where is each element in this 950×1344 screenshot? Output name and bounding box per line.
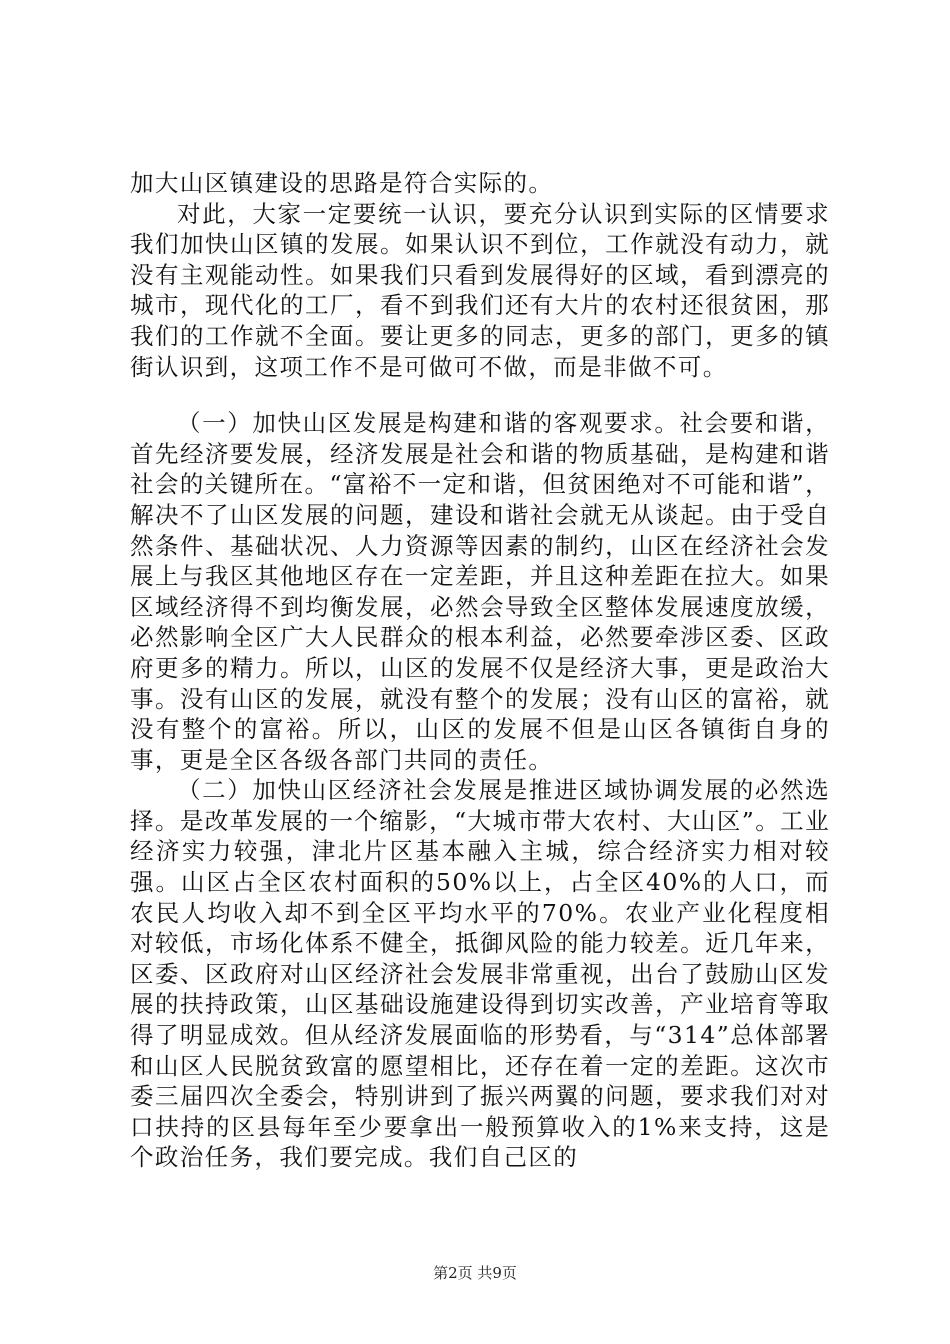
- page-number-footer: 第2页 共9页: [433, 1264, 517, 1282]
- paragraph-section-one: （一）加快山区发展是构建和谐的客观要求。社会要和谐，首先经济要发展，经济发展是社会和谐的物质基础，是构建和谐社会的关键所在。“富裕不一定和谐，但贫困绝对不可能和谐”，解决不了山区发展的问题，建设和谐社会就无从谈起。由于受自然条件、基础状况、人力资源等因素的制约，山区在经济社会发展上与我区其他地区存在一定差距，并且这种差距在拉大。如果区域经济得不到均衡发展，必然会导致全区整体发展速度放缓，必然影响全区广大人民群众的根本利益，必然要牵涉区委、区政府更多的精力。所以，山区的发展不仅是经济大事，更是政治大事。没有山区的发展，就没有整个的发展；没有山区的富裕，就没有整个的富裕。所以，山区的发展不但是山区各镇街自身的事，更是全区各级各部门共同的责任。: [130, 409, 830, 774]
- paragraph-continuation: 加大山区镇建设的思路是符合实际的。: [130, 169, 554, 197]
- document-body: [130, 168, 830, 1173]
- paragraph-unified-understanding: 对此，大家一定要统一认识，要充分认识到实际的区情要求我们加快山区镇的发展。如果认识不到位，工作就没有动力，就没有主观能动性。如果我们只看到发展得好的区域，看到漂亮的城市，现代化的工厂，看不到我们还有大片的农村还很贫困，那我们的工作就不全面。要让更多的同志，更多的部门，更多的镇街认识到，这项工作不是可做可不做，而是非做不可。: [130, 199, 830, 381]
- paragraph-section-two: （二）加快山区经济社会发展是推进区域协调发展的必然选择。是改革发展的一个缩影，“大城市带大农村、大山区”。工业经济实力较强，津北片区基本融入主城，综合经济实力相对较强。山区占全区农村面积的50%以上，占全区40%的人口，而农民人均收入却不到全区平均水平的70%。农业产业化程度相对较低，市场化体系不健全，抵御风险的能力较差。近几年来，区委、区政府对山区经济社会发展非常重视，出台了鼓励山区发展的扶持政策，山区基础设施建设得到切实改善，产业培育等取得了明显成效。但从经济发展面临的形势看，与“314”总体部署和山区人民脱贫致富的愿望相比，还存在着一定的差距。这次市委三届四次全委会，特别讲到了振兴两翼的问题，要求我们对对口扶持的区县每年至少要拿出一般预算收入的1%来支持，这是个政治任务，我们要完成。我们自己区的: [130, 776, 830, 1172]
